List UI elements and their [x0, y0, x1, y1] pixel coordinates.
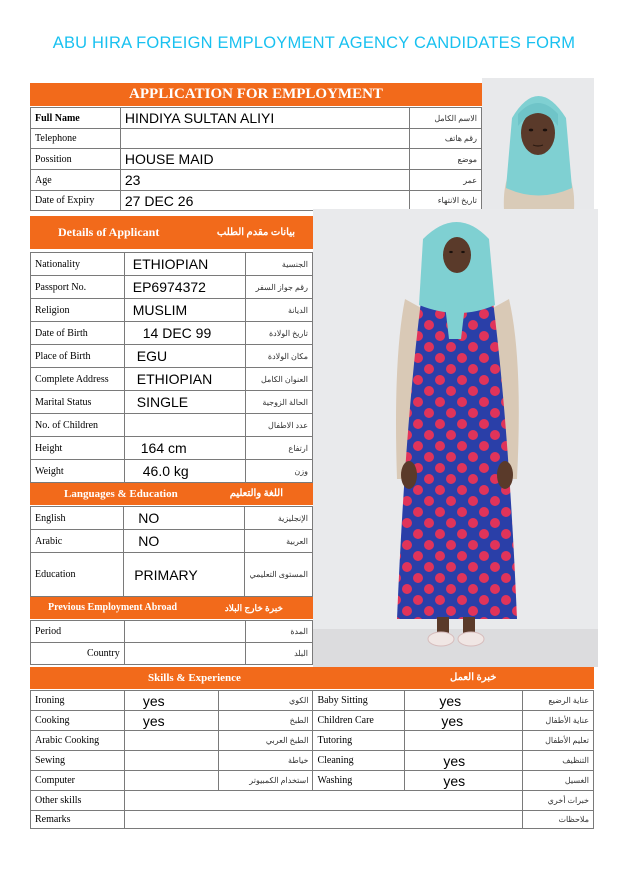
row-marital-status: [31, 391, 313, 414]
label-date-of-birth: Date of Birth: [31, 322, 125, 345]
label-country: Country: [31, 643, 125, 665]
arabic-date-of-birth: تاريخ الولادة: [246, 322, 313, 345]
value-arabic: NO: [124, 530, 245, 553]
value-age: 23: [120, 170, 409, 191]
details-title: Details of Applicant: [58, 225, 160, 239]
languages-title: Languages & Education: [64, 488, 178, 500]
row-education: [31, 553, 313, 597]
previous-title-ar: خبرة خارج البلاد: [224, 603, 283, 613]
label-date-of-expiry: Date of Expiry: [31, 191, 121, 211]
label-sewing: Sewing: [31, 751, 125, 771]
label-position: Possition: [31, 149, 121, 170]
arabic-height: ارتفاع: [246, 437, 313, 460]
label-place-of-birth: Place of Birth: [31, 345, 125, 368]
skills-title-ar: خبرة العمل: [450, 672, 497, 683]
label-arabic-cooking: Arabic Cooking: [31, 731, 125, 751]
arabic-passport: رقم جواز السفر: [246, 276, 313, 299]
skills-table: [30, 690, 594, 829]
label-baby-sitting: Baby Sitting: [313, 691, 405, 711]
value-passport: EP6974372: [124, 276, 245, 299]
value-sewing: [124, 751, 218, 771]
arabic-place-of-birth: مكان الولادة: [246, 345, 313, 368]
arabic-period: المدة: [246, 621, 313, 643]
value-cleaning: yes: [405, 751, 523, 771]
arabic-age: عمر: [410, 170, 482, 191]
label-address: Complete Address: [31, 368, 125, 391]
row-period: [31, 621, 313, 643]
arabic-country: البلد: [246, 643, 313, 665]
arabic-telephone: رقم هاتف: [410, 129, 482, 149]
value-date-of-expiry: 27 DEC 26: [120, 191, 409, 211]
label-full-name: Full Name: [31, 108, 121, 129]
value-computer: [124, 771, 218, 791]
languages-title-ar: اللغة والتعليم: [229, 488, 283, 499]
skills-row: [31, 771, 594, 791]
skills-header: [30, 667, 594, 689]
row-nationality: [31, 253, 313, 276]
label-nationality: Nationality: [31, 253, 125, 276]
row-passport: [31, 276, 313, 299]
skills-row: [31, 691, 594, 711]
row-age: [31, 170, 482, 191]
languages-table: [30, 506, 313, 597]
value-other-skills: [124, 791, 522, 811]
label-computer: Computer: [31, 771, 125, 791]
value-nationality: ETHIOPIAN: [124, 253, 245, 276]
label-cleaning: Cleaning: [313, 751, 405, 771]
value-weight: 46.0 kg: [124, 460, 245, 483]
previous-employment-header: [30, 597, 313, 619]
arabic-cooking: الطبخ: [218, 711, 313, 731]
arabic-nationality: الجنسية: [246, 253, 313, 276]
portrait-photo: [482, 78, 594, 210]
skills-row: [31, 731, 594, 751]
value-position: HOUSE MAID: [120, 149, 409, 170]
details-title-ar: بيانات مقدم الطلب: [216, 227, 295, 238]
value-telephone: [120, 129, 409, 149]
arabic-remarks: ملاحظات: [523, 811, 594, 829]
value-washing: yes: [405, 771, 523, 791]
arabic-education: المستوى التعليمي: [245, 553, 313, 597]
row-weight: [31, 460, 313, 483]
value-children-care: yes: [405, 711, 523, 731]
value-full-name: HINDIYA SULTAN ALIYI: [120, 108, 409, 129]
arabic-children-care: عناية الأطفال: [523, 711, 594, 731]
value-tutoring: [405, 731, 523, 751]
skills-row: [31, 711, 594, 731]
row-religion: [31, 299, 313, 322]
label-height: Height: [31, 437, 125, 460]
value-country: [124, 643, 245, 665]
row-country: [31, 643, 313, 665]
arabic-arabic: العربية: [245, 530, 313, 553]
row-telephone: [31, 129, 482, 149]
arabic-position: موضع: [410, 149, 482, 170]
label-age: Age: [31, 170, 121, 191]
application-title: APPLICATION FOR EMPLOYMENT: [129, 86, 383, 102]
value-height: 164 cm: [124, 437, 245, 460]
value-baby-sitting: yes: [405, 691, 523, 711]
label-telephone: Telephone: [31, 129, 121, 149]
arabic-other-skills: خبرات أخري: [523, 791, 594, 811]
arabic-sewing: خياطة: [218, 751, 313, 771]
value-date-of-birth: 14 DEC 99: [124, 322, 245, 345]
previous-employment-table: [30, 620, 313, 665]
row-position: [31, 149, 482, 170]
arabic-washing: الغسيل: [523, 771, 594, 791]
value-religion: MUSLIM: [124, 299, 245, 322]
details-header: [30, 216, 313, 249]
arabic-cleaning: التنظيف: [523, 751, 594, 771]
arabic-full-name: الاسم الكامل: [410, 108, 482, 129]
value-place-of-birth: EGU: [124, 345, 245, 368]
top-info-table: [30, 107, 482, 211]
label-arabic: Arabic: [31, 530, 124, 553]
row-other-skills: [31, 791, 594, 811]
arabic-baby-sitting: عناية الرضيع: [523, 691, 594, 711]
skills-row: [31, 751, 594, 771]
value-marital-status: SINGLE: [124, 391, 245, 414]
label-other-skills: Other skills: [31, 791, 125, 811]
row-arabic: [31, 530, 313, 553]
arabic-ironing: الكوي: [218, 691, 313, 711]
label-education: Education: [31, 553, 124, 597]
arabic-children: عدد الاطفال: [246, 414, 313, 437]
value-remarks: [124, 811, 522, 829]
agency-title: ABU HIRA FOREIGN EMPLOYMENT AGENCY CANDIDATES FORM: [52, 34, 576, 52]
arabic-arabic-cooking: الطبخ العربي: [218, 731, 313, 751]
value-education: PRIMARY: [124, 553, 245, 597]
row-date-of-birth: [31, 322, 313, 345]
label-cooking: Cooking: [31, 711, 125, 731]
row-english: [31, 507, 313, 530]
row-place-of-birth: [31, 345, 313, 368]
arabic-tutoring: تعليم الأطفال: [523, 731, 594, 751]
value-address: ETHIOPIAN: [124, 368, 245, 391]
value-arabic-cooking: [124, 731, 218, 751]
details-table: [30, 252, 313, 483]
row-full-name: [31, 108, 482, 129]
full-body-photo: [313, 209, 598, 667]
label-remarks: Remarks: [31, 811, 125, 829]
label-children: No. of Children: [31, 414, 125, 437]
label-marital-status: Marital Status: [31, 391, 125, 414]
label-washing: Washing: [313, 771, 405, 791]
label-weight: Weight: [31, 460, 125, 483]
languages-header: [30, 483, 313, 505]
arabic-computer: استخدام الكمبيوتر: [218, 771, 313, 791]
arabic-date-of-expiry: تاريخ الانتهاء: [410, 191, 482, 211]
label-english: English: [31, 507, 124, 530]
label-religion: Religion: [31, 299, 125, 322]
arabic-religion: الديانة: [246, 299, 313, 322]
label-passport: Passport No.: [31, 276, 125, 299]
row-address: [31, 368, 313, 391]
value-children: [124, 414, 245, 437]
previous-title: Previous Employment Abroad: [48, 602, 178, 613]
row-date-of-expiry: [31, 191, 482, 211]
label-period: Period: [31, 621, 125, 643]
skills-title: Skills & Experience: [148, 672, 241, 684]
row-remarks: [31, 811, 594, 829]
row-height: [31, 437, 313, 460]
arabic-weight: وزن: [246, 460, 313, 483]
label-children-care: Children Care: [313, 711, 405, 731]
value-english: NO: [124, 507, 245, 530]
arabic-english: الإنجليزية: [245, 507, 313, 530]
label-ironing: Ironing: [31, 691, 125, 711]
value-ironing: yes: [124, 691, 218, 711]
value-period: [124, 621, 245, 643]
value-cooking: yes: [124, 711, 218, 731]
row-children: [31, 414, 313, 437]
arabic-marital-status: الحالة الزوجية: [246, 391, 313, 414]
application-header: [30, 83, 482, 106]
label-tutoring: Tutoring: [313, 731, 405, 751]
arabic-address: العنوان الكامل: [246, 368, 313, 391]
